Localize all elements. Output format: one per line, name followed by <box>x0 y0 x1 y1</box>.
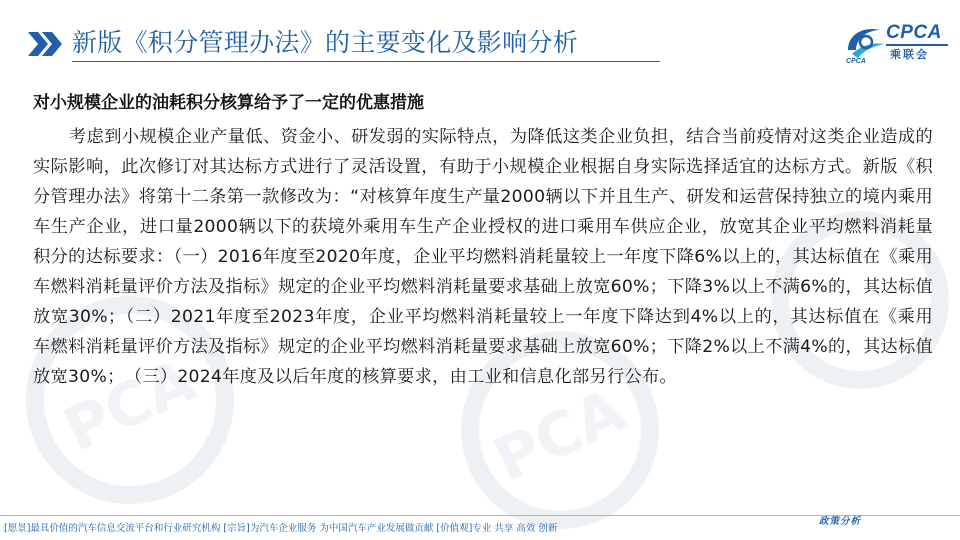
footer-section-label: 政策分析 <box>819 516 862 527</box>
logo-cn-text: 乘联会 <box>890 48 929 61</box>
body-paragraph: 考虑到小规模企业产量低、资金小、研发弱的实际特点，为降低这类企业负担，结合当前疫情对这类企业造成的实际影响，此次修订对其达标方式进行了灵活设置，有助于小规模企业根据自身实际选择适宜的达标方式。新版《积分管理办法》将第十二条第一款修改为：“对核算年度生产量2000辆以下并且生产、研发和运营保持独立的境内乘用车生产企业，进口量2000辆以下的获境外乘用车生产企业授权的进口乘用车供应企业，放宽其企业平均燃料消耗量积分的达标要求：（一）2016年度至2020年度，企业平均燃料消耗量较上一年度下降6%以上的，其达标值在《乘用车燃料消耗量评价方法及指标》规定的企业平均燃料消耗量要求基础上放宽60%；下降3%以上不满6%的，其达标值放宽30%；（二）2021年度至2023年度，企业平均燃料消耗量较上一年度下降达到4%以上的，其达标值在《乘用车燃料消耗量评价方法及指标》规定的企业平均燃料消耗量要求基础上放宽60%；下降2%以上不满4%的，其达标值放宽30%； （三）2024年度及以后年度的核算要求，由工业和信息化部另行公布。 <box>33 127 933 387</box>
title-underline <box>72 61 660 62</box>
svg-text:PCA: PCA <box>483 375 636 496</box>
svg-text:CPCA: CPCA <box>846 58 866 64</box>
double-chevron-icon <box>26 30 64 58</box>
svg-text:PCA: PCA <box>53 345 206 466</box>
footer-mission: [愿景]最具价值的汽车信息交流平台和行业研究机构 [宗旨]为汽车企业服务 为中国汽车产业发展做贡献 [价值观]专业 共享 高效 创新 <box>4 523 558 534</box>
section-heading: 对小规模企业的油耗积分核算给予了一定的优惠措施 <box>33 93 424 113</box>
footer-divider <box>0 515 960 516</box>
header <box>0 0 960 72</box>
page-title: 新版《积分管理办法》的主要变化及影响分析 <box>72 28 579 57</box>
cpca-logo <box>842 20 952 66</box>
logo-text: CPCA <box>886 22 942 43</box>
cpca-logo-icon <box>842 20 886 64</box>
